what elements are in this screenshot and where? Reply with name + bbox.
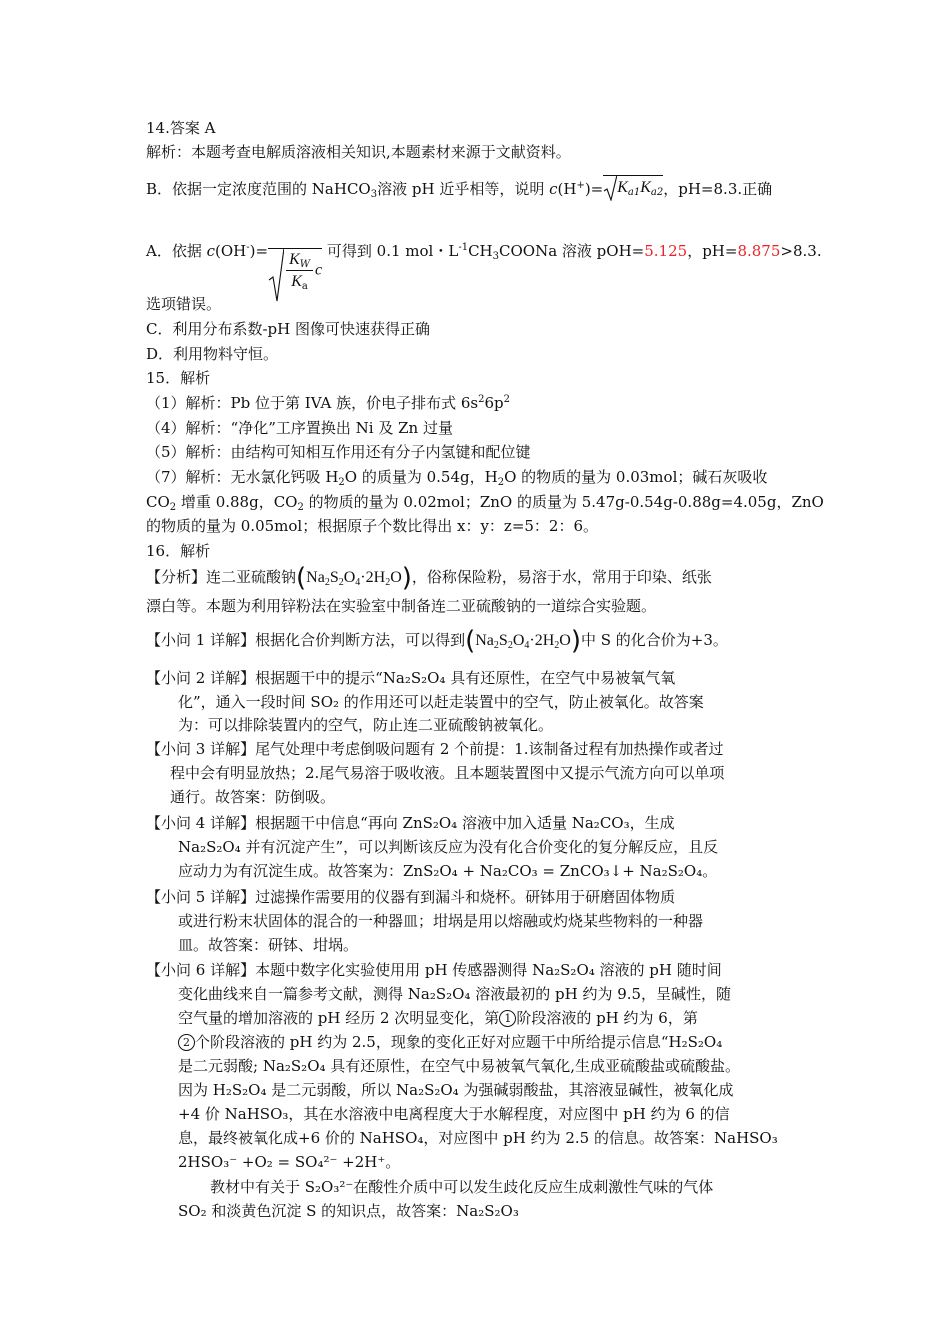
sqrt-kw-ka: $\frac{K_W}{K_a}$ c xyxy=(268,248,322,292)
poh-value: 5.125 xyxy=(644,242,688,260)
q16-s6-line8: 息，最终被氧化成+6 价的 NaHSO₄，对应图中 pH 约为 2.5 的信息。故答案：NaHSO₃ xyxy=(178,1129,778,1147)
q16-s4-line3: 应动力为有沉淀生成。故答案为：ZnS₂O₄ + Na₂CO₃ = ZnCO₃↓+ Na₂S₂O₄。 xyxy=(178,862,718,880)
q16-s2-line1: 【小问 2 详解】根据题干中的提示“Na₂S₂O₄ 具有还原性，在空气中易被氧气氧 xyxy=(146,669,676,687)
q16-s2-line2: 化”，通入一段时间 SO₂ 的作用还可以赶走装置中的空气，防止被氧化。故答案 xyxy=(178,693,704,711)
q16-analysis-line2: 漂白等。本题为利用锌粉法在实验室中制备连二亚硫酸钠的一道综合实验题。 xyxy=(146,597,657,615)
q16-s6-line7: +4 价 NaHSO₃，其在水溶液中电离程度大于水解程度，对应图中 pH 约为 6 的信 xyxy=(178,1105,730,1123)
q16-s6-line10: 教材中有关于 S₂O₃²⁻在酸性介质中可以发生歧化反应生成刺激性气味的气体 xyxy=(210,1178,714,1196)
q15-p7-line1: （7）解析：无水氯化钙吸 $H_2O$ 的质量为 0.54g，$H_2O$ 的物质的量为 0.03mol；碱石灰吸收 xyxy=(146,468,768,488)
q14-option-d: D．利用物料守恒。 xyxy=(146,345,279,363)
q16-s6-line1: 【小问 6 详解】本题中数字化实验使用用 pH 传感器测得 Na₂S₂O₄ 溶液的 pH 随时间 xyxy=(146,961,722,979)
q16-s3-line2: 程中会有明显放热；2.尾气易溶于吸收液。且本题装置图中又提示气流方向可以单项 xyxy=(170,764,725,782)
ph-value: 8.875 xyxy=(737,242,781,260)
q16-s6-line2: 变化曲线来自一篇参考文献，测得 Na₂S₂O₄ 溶液最初的 pH 约为 9.5，呈碱性，随 xyxy=(178,985,732,1003)
q16-s1: 【小问 1 详解】根据化合价判断方法，可以得到$(Na_2S_2O_4\cdot 2H_2O)$中 S 的化合价为+3。 xyxy=(146,626,728,656)
q15-p7-line2: $CO_2$ 增重 0.88g，$CO_2$ 的物质的量为 0.02mol；ZnO 的质量为 5.47g-0.54g-0.88g=4.05g，ZnO xyxy=(146,493,824,513)
q14-jiexi: 解析：本题考查电解质溶液相关知识,本题素材来源于文献资料。 xyxy=(146,143,571,161)
q16-s5-line1: 【小问 5 详解】过滤操作需要用的仪器有到漏斗和烧杯。研钵用于研磨固体物质 xyxy=(146,888,676,906)
q16-s6-line9: 2HSO₃⁻ +O₂ = SO₄²⁻ +2H⁺。 xyxy=(178,1153,401,1171)
q16-s6-line5: 是二元弱酸; Na₂S₂O₄ 具有还原性，在空气中易被氧气氧化,生成亚硫酸盐或硫酸盐。 xyxy=(178,1057,741,1075)
q14-a-wrong: 选项错误。 xyxy=(146,295,222,313)
q16-s6-line4: 2 个阶段溶液的 pH 约为 2.5，现象的变化正好对应题干中所给提示信息“H₂S₂O₄ xyxy=(178,1031,722,1053)
q14-option-a: A．依据 c(OH-)= $\frac{K_W}{K_a}$ c 可得到 0.1 mol・$L^{-1}CH_3COONa$ 溶液 pOH=5.125，pH=8.875>8.3. xyxy=(146,240,822,292)
q16-s6-line3: 空气量的增加溶液的 pH 经历 2 次明显变化，第 1 阶段溶液的 pH 约为 6，第 xyxy=(178,1009,698,1027)
q16-s2-line3: 为：可以排除装置内的空气，防止连二亚硫酸钠被氧化。 xyxy=(178,716,554,734)
q14-option-b: B．依据一定浓度范围的 NaHCO$_3$溶液 pH 近乎相等，说明 c(H+)= $K_{a1}K_{a2}$，pH=8.3.正确 xyxy=(146,178,772,200)
q16-analysis-line1: 【分析】连二亚硫酸钠$(Na_2S_2O_4\cdot 2H_2O)$，俗称保险粉，易溶于水，常用于印染、纸张 xyxy=(146,563,712,593)
q16-s3-line1: 【小问 3 详解】尾气处理中考虑倒吸问题有 2 个前提：1.该制备过程有加热操作或者过 xyxy=(146,740,724,758)
q16-s6-line6: 因为 H₂S₂O₄ 是二元弱酸，所以 Na₂S₂O₄ 为强碱弱酸盐，其溶液显碱性，被氧化成 xyxy=(178,1081,734,1099)
q16-title: 16．解析 xyxy=(146,542,211,560)
q14-option-c: C．利用分布系数-pH 图像可快速获得正确 xyxy=(146,320,430,338)
q14-answer: 14.答案 A xyxy=(146,119,216,137)
sqrt-ka1ka2: $K_{a1}K_{a2}$ xyxy=(603,175,663,199)
q15-p4: （4）解析：“净化”工序置换出 Ni 及 Zn 过量 xyxy=(146,419,453,437)
q16-s3-line3: 通行。故答案：防倒吸。 xyxy=(170,788,336,806)
q15-p1: （1）解析：Pb 位于第 IVA 族，价电子排布式 $6s^26p^2$ xyxy=(146,394,511,412)
q15-p7-line3: 的物质的量为 0.05mol；根据原子个数比得出 x：y：z=5：2：6。 xyxy=(146,517,599,535)
q16-s4-line2: Na₂S₂O₄ 并有沉淀产生”，可以判断该反应为没有化合价变化的复分解反应，且反 xyxy=(178,838,719,856)
q16-s4-line1: 【小问 4 详解】根据题干中信息“再向 ZnS₂O₄ 溶液中加入适量 Na₂CO₃，生成 xyxy=(146,814,675,832)
q16-s6-line11: SO₂ 和淡黄色沉淀 S 的知识点，故答案：Na₂S₂O₃ xyxy=(178,1202,519,1220)
circled-number-1: 1 xyxy=(499,1010,516,1027)
circled-number-2: 2 xyxy=(178,1034,195,1051)
q15-p5: （5）解析：由结构可知相互作用还有分子内氢键和配位键 xyxy=(146,443,531,461)
q15-title: 15．解析 xyxy=(146,369,211,387)
q16-s5-line2: 或进行粉末状固体的混合的一种器皿；坩埚是用以熔融或灼烧某些物料的一种器 xyxy=(178,912,704,930)
q16-s5-line3: 皿。故答案：研钵、坩埚。 xyxy=(178,936,359,954)
